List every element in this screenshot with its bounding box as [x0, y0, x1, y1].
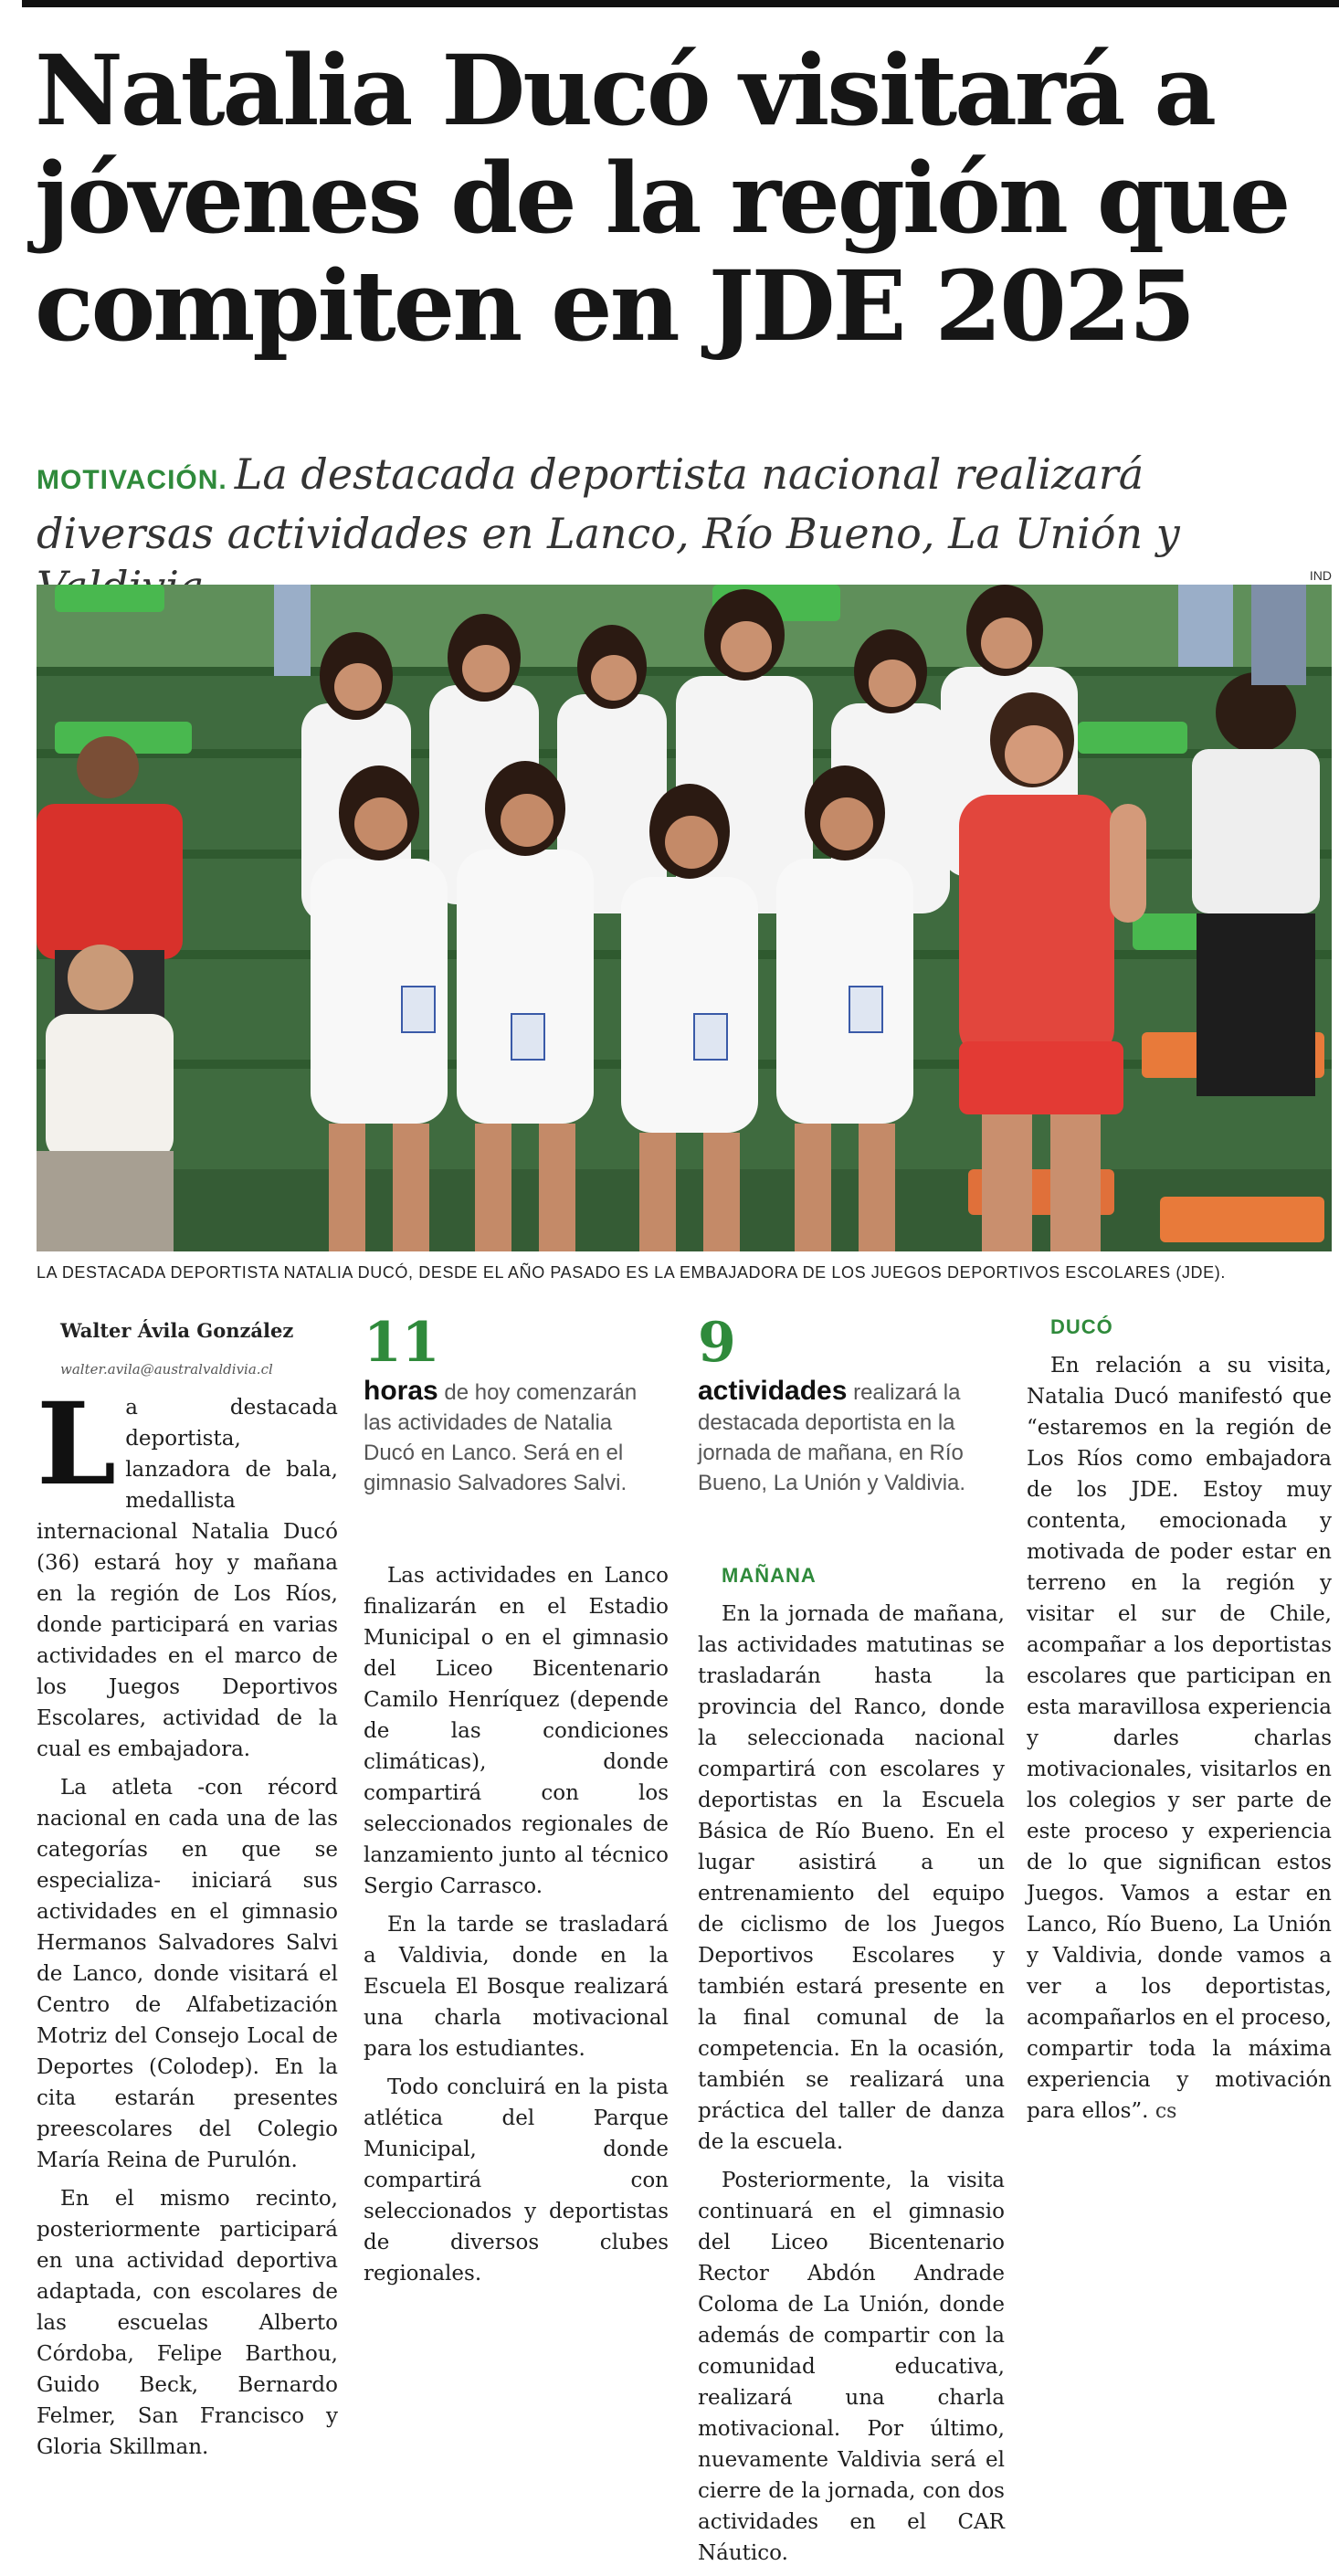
paragraph: En la tarde se trasladará a Valdivia, donde en la Escuela El Bosque realizará una charla motivacional para los estudiantes.: [364, 1913, 669, 2061]
paragraph: Posteriormente, la visita continuará en el gimnasio del Liceo Bicentenario Rector Abdón Andrade Coloma de La Unión, donde además de compartir con la comunidad educativa, realizará una charla motivacional. Por último, nuevamente Valdivia será el cierre de la jornada, con dos actividades en el CAR Náutico.: [698, 2169, 1005, 2565]
top-rule: [22, 0, 1339, 7]
article-column-2: [364, 1560, 669, 2296]
paragraph: Las actividades en Lanco finalizarán en el Estadio Municipal o en el gimnasio del Liceo Bicentenario Camilo Henríquez (depende de las condiciones climáticas), donde compartirá con los seleccionados regionales de lanzamiento junto al técnico Sergio Carrasco.: [364, 1564, 669, 1898]
article-column-3: [698, 1560, 1005, 2576]
article-column-1: [37, 1315, 338, 2470]
factbox-hours: [364, 1311, 669, 1498]
factbox-text: [698, 1376, 1003, 1498]
headline: [35, 33, 1332, 363]
paragraph: En el mismo recinto, posteriormente participará en una actividad deportiva adaptada, con escolares de las escuelas Alberto Córdoba, Felipe Barthou, Guido Beck, Bernardo Felmer, San Francisco y Gloria Skillman.: [37, 2187, 338, 2459]
factbox-text: [364, 1376, 669, 1498]
subhead-manana: MAÑANA: [722, 1564, 817, 1587]
paragraph-text: a destacada deportista, lanzadora de bala, medallista internacional Natalia Ducó (36) estará hoy y mañana en la región de Los Ríos, donde participará en varias actividades en el marco de los Juegos Deportivos Escolares, actividad de la cual es embajadora.: [37, 1396, 338, 1761]
paragraph: La atleta -con récord nacional en cada una de las categorías en que se especializa- iniciará sus actividades en el gimnasio Hermanos Salvadores Salvi de Lanco, donde visitará el Centro de Alfabetización Motriz del Consejo Local de Deportes (Colodep). En la cita estarán presentes preescolares del Colegio María Reina de Purulón.: [37, 1776, 338, 2172]
factbox-body: realizará la destacada deportista en la jornada de mañana, en Río Bueno, La Unión y Valdivia.: [698, 1380, 966, 1495]
deck-kicker: MOTIVACIÓN.: [37, 465, 227, 495]
factbox-number: 11: [364, 1311, 440, 1375]
factbox-body: de hoy comenzarán las actividades de Natalia Ducó en Lanco. Será en el gimnasio Salvadores Salvi.: [364, 1380, 638, 1495]
photo-caption: LA DESTACADA DEPORTISTA NATALIA DUCÓ, DESDE EL AÑO PASADO ES LA EMBAJADORA DE LOS JUEGOS DEPORTIVOS ESCOLARES (JDE).: [37, 1263, 1226, 1282]
paragraph: En la jornada de mañana, las actividades matutinas se trasladarán hasta la provincia del Ranco, donde la seleccionada nacional compartirá con escolares y deportistas en la Escuela Básica de Río Bueno. En el lugar asistirá a un entrenamiento del equipo de ciclismo de los Juegos Deportivos Escolares y también estará presente en la final comunal de la competencia. En la ocasión, también se realizará una práctica del taller de danza de la escuela.: [698, 1602, 1005, 2154]
team-photo-illustration: [37, 585, 1332, 1251]
factbox-activities: [698, 1311, 1003, 1498]
factbox-number: 9: [698, 1311, 736, 1375]
team-photo: [37, 585, 1332, 1251]
byline-author: Walter Ávila González: [60, 1319, 294, 1342]
lead-paragraph: [37, 1378, 338, 1765]
headline-line: jóvenes de la región que: [35, 141, 1289, 255]
paragraph-text: En relación a su visita, Natalia Ducó manifestó que “estaremos en la región de Los Ríos como embajadora de los JDE. Estoy muy contenta, emocionada y motivada de poder estar en terreno en la región y visitar el sur de Chile, acompañar a los deportistas escolares que participan en esta maravillosa experiencia y darles charlas motivacionales, visitarlos en los colegios y ser parte de este proceso y experiencia de lo que significan estos Juegos. Vamos a estar en Lanco, Río Bueno, La Unión y Valdivia, donde vamos a ver a los deportistas, acompañarlos en el proceso, compartir toda la máxima experiencia y motivación para ellos”.: [1027, 1354, 1332, 2123]
article-column-4: [1027, 1312, 1332, 2135]
deck-text: La destacada deportista nacional realizará diversas actividades en Lanco, Río Bueno, La Unión y: [37, 449, 1180, 558]
end-mark: cs: [1154, 2100, 1177, 2123]
paragraph: Todo concluirá en la pista atlética del Parque Municipal, donde compartirá con seleccionados y deportistas de diversos clubes regionales.: [364, 2075, 669, 2286]
headline-line: compiten en JDE 2025: [35, 248, 1194, 363]
factbox-bold: horas: [364, 1376, 438, 1406]
subhead-duco: DUCÓ: [1050, 1315, 1113, 1338]
factbox-bold: actividades: [698, 1376, 848, 1406]
photo-credit: IND: [1309, 568, 1332, 583]
paragraph: [1027, 1350, 1332, 2127]
byline-email: walter.avila@australvaldivia.cl: [60, 1361, 273, 1378]
headline-line: Natalia Ducó visitará a: [35, 33, 1215, 147]
drop-cap: L: [37, 1378, 117, 1511]
